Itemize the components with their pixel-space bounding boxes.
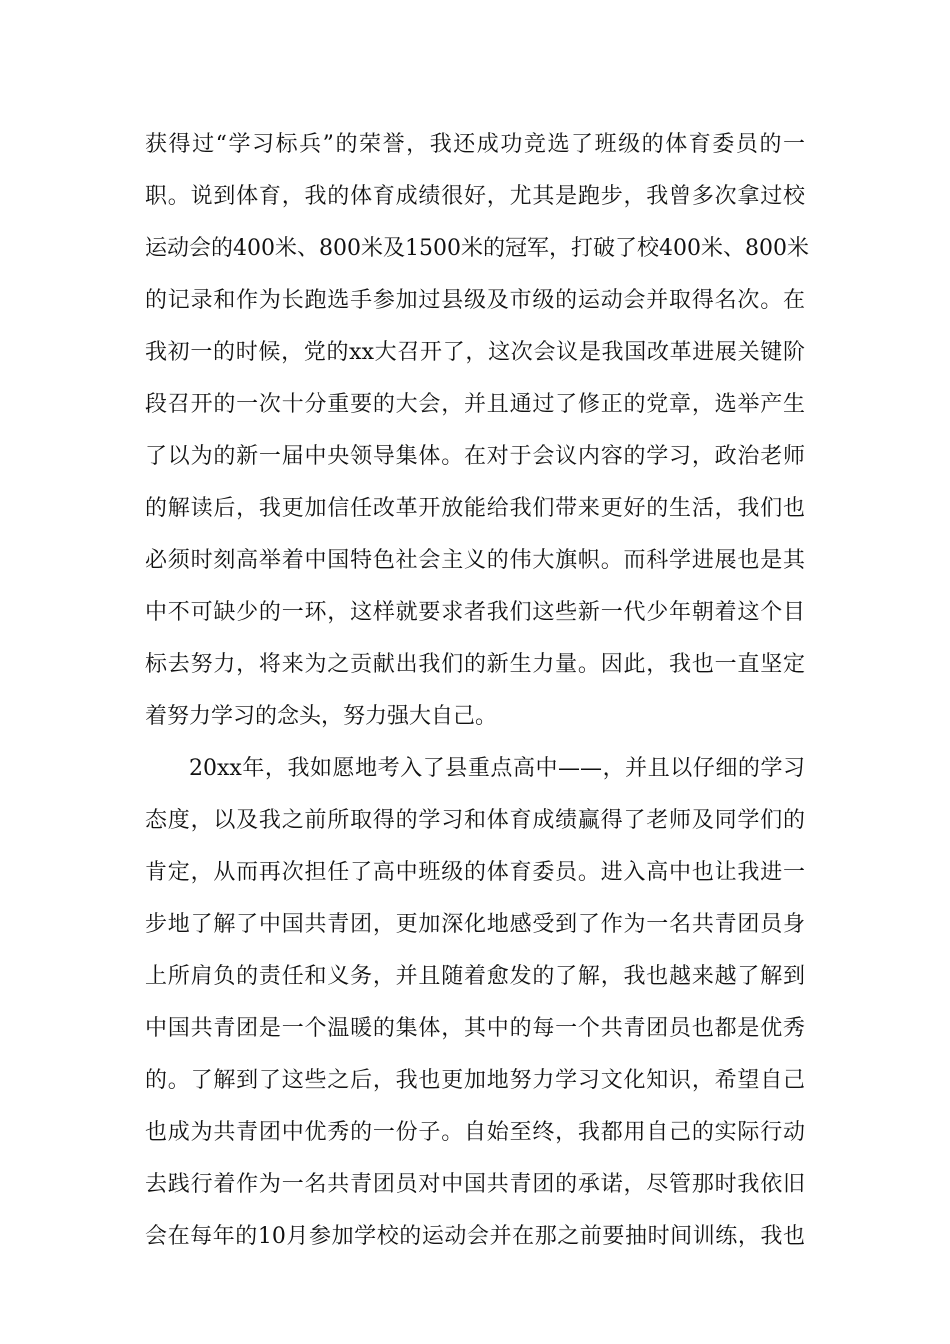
text-line-8: 的解读后，我更加信任改革开放能给我们带来更好的生活，我们也 xyxy=(145,496,805,521)
text-line-21: 去践行着作为一名共青团员对中国共青团的承诺，尽管那时我依旧 xyxy=(145,1172,805,1197)
text-line-22: 会在每年的10月参加学校的运动会并在那之前要抽时间训练，我也 xyxy=(145,1224,805,1249)
text-line-11: 标去努力，将来为之贡献出我们的新生力量。因此，我也一直坚定 xyxy=(145,652,805,677)
text-line-17: 上所肩负的责任和义务，并且随着愈发的了解，我也越来越了解到 xyxy=(145,964,805,989)
text-line-15: 肯定，从而再次担任了高中班级的体育委员。进入高中也让我进一 xyxy=(145,860,805,885)
text-line-2: 职。说到体育，我的体育成绩很好，尤其是跑步，我曾多次拿过校 xyxy=(145,184,805,209)
text-line-18: 中国共青团是一个温暖的集体，其中的每一个共青团员也都是优秀 xyxy=(145,1016,805,1041)
text-line-16: 步地了解了中国共青团，更加深化地感受到了作为一名共青团员身 xyxy=(145,912,805,937)
text-line-3: 运动会的400米、800米及1500米的冠军，打破了校400米、800米 xyxy=(145,236,809,261)
text-line-13: 20xx年，我如愿地考入了县重点高中——，并且以仔细的学习 xyxy=(189,756,805,781)
text-line-10: 中不可缺少的一环，这样就要求者我们这些新一代少年朝着这个目 xyxy=(145,600,805,625)
text-line-12: 着努力学习的念头，努力强大自己。 xyxy=(145,704,498,729)
text-line-7: 了以为的新一届中央领导集体。在对于会议内容的学习，政治老师 xyxy=(145,444,805,469)
text-line-20: 也成为共青团中优秀的一份子。自始至终，我都用自己的实际行动 xyxy=(145,1120,805,1145)
text-line-1: 获得过“学习标兵”的荣誉，我还成功竞选了班级的体育委员的一 xyxy=(145,132,805,157)
text-line-9: 必须时刻高举着中国特色社会主义的伟大旗帜。而科学进展也是其 xyxy=(145,548,805,573)
body-text xyxy=(145,128,809,1272)
text-line-14: 态度，以及我之前所取得的学习和体育成绩赢得了老师及同学们的 xyxy=(145,808,805,833)
text-line-5: 我初一的时候，党的xx大召开了，这次会议是我国改革进展关键阶 xyxy=(145,340,805,365)
text-line-19: 的。了解到了这些之后，我也更加地努力学习文化知识，希望自己 xyxy=(145,1068,805,1093)
text-line-4: 的记录和作为长跑选手参加过县级及市级的运动会并取得名次。在 xyxy=(145,288,805,313)
text-line-6: 段召开的一次十分重要的大会，并且通过了修正的党章，选举产生 xyxy=(145,392,805,417)
